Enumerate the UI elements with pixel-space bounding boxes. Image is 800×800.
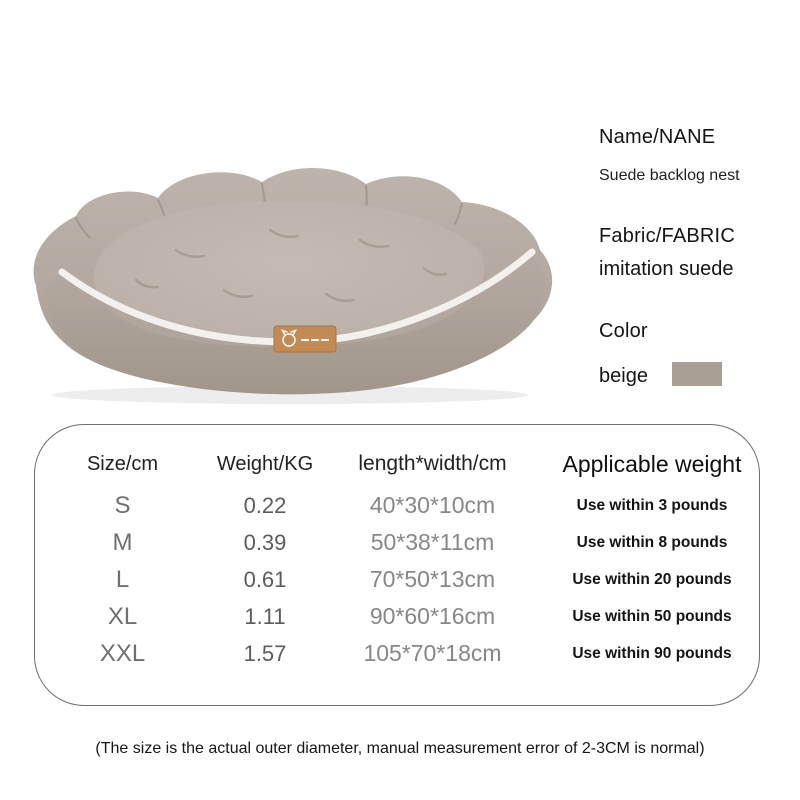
col-header-weight: Weight/KG <box>216 452 314 475</box>
fabric-label: Fabric/FABRIC <box>599 225 735 247</box>
table-row <box>35 598 759 635</box>
table-row <box>35 635 759 672</box>
weight-cell: 1.11 <box>244 603 286 629</box>
col-header-size: Size/cm <box>86 452 159 475</box>
color-value: beige <box>599 365 648 387</box>
dimensions-cell: 105*70*18cm <box>363 640 502 666</box>
weight-cell: 0.61 <box>243 566 287 592</box>
col-header-dimensions: length*width/cm <box>358 452 507 475</box>
table-row <box>35 524 759 561</box>
table-header-row <box>35 441 759 487</box>
size-cell: L <box>115 565 130 593</box>
color-label: Color <box>599 320 648 342</box>
applicable-weight-cell: Use within 20 pounds <box>572 570 732 588</box>
size-cell: M <box>112 528 133 556</box>
brand-tag <box>274 326 336 352</box>
size-cell: S <box>114 491 131 519</box>
name-label: Name/NANE <box>599 126 716 148</box>
pet-bed-image <box>8 158 570 406</box>
weight-cell: 0.39 <box>243 529 287 555</box>
dimensions-cell: 40*30*10cm <box>369 492 496 518</box>
table-row <box>35 487 759 524</box>
applicable-weight-cell: Use within 3 pounds <box>576 496 728 514</box>
fabric-value: imitation suede <box>599 258 734 280</box>
dimensions-cell: 50*38*11cm <box>370 529 495 555</box>
applicable-weight-cell: Use within 50 pounds <box>572 607 732 625</box>
measurement-note: (The size is the actual outer diameter, manual measurement error of 2-3CM is normal) <box>95 740 705 757</box>
size-cell: XXL <box>99 639 146 667</box>
table-row <box>35 561 759 598</box>
product-photo <box>8 158 570 406</box>
col-header-applicable-weight: Applicable weight <box>562 450 742 477</box>
weight-cell: 0.22 <box>243 492 287 518</box>
dimensions-cell: 90*60*16cm <box>369 603 496 629</box>
dimensions-cell: 70*50*13cm <box>369 566 496 592</box>
applicable-weight-cell: Use within 8 pounds <box>576 533 728 551</box>
color-swatch <box>672 362 722 386</box>
size-cell: XL <box>107 602 138 630</box>
name-value: Suede backlog nest <box>599 167 740 184</box>
applicable-weight-cell: Use within 90 pounds <box>572 644 732 662</box>
weight-cell: 1.57 <box>243 640 287 666</box>
size-table <box>34 424 760 706</box>
